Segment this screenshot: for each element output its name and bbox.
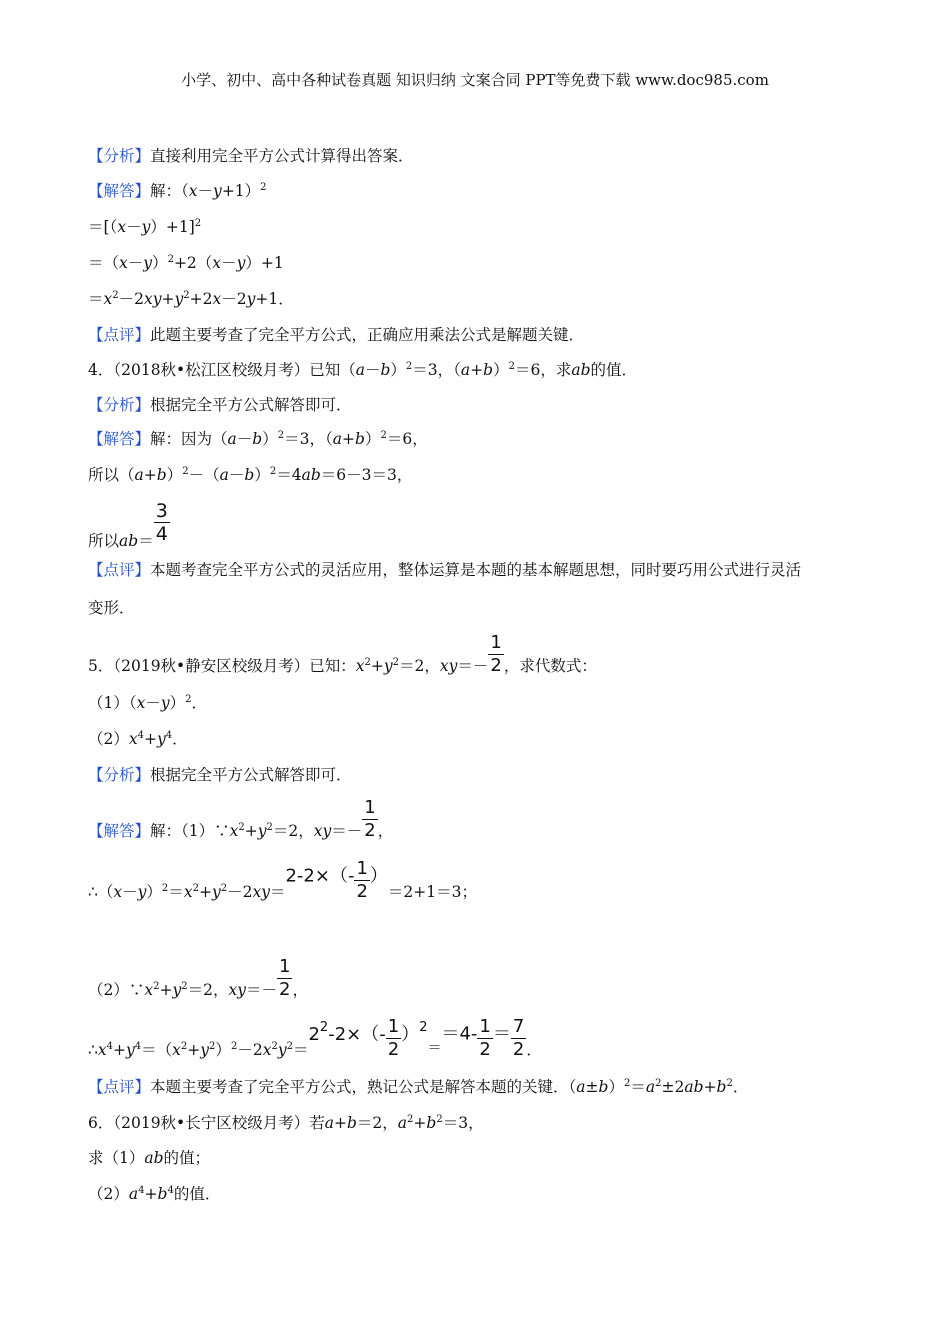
eq: ＝	[427, 1040, 442, 1057]
paren: ）	[152, 254, 168, 272]
var: x	[113, 882, 123, 901]
q5-p1a: （1）（	[88, 694, 137, 712]
exp: 2	[260, 182, 267, 193]
q5-stem-d: ，求代数式：	[503, 656, 597, 675]
var: a	[460, 361, 471, 379]
exp: 2	[112, 290, 119, 301]
exp: 4	[165, 730, 173, 741]
var: x	[188, 182, 198, 200]
four-minus: ＝4-	[441, 1023, 478, 1045]
var: x	[212, 290, 222, 308]
var: a	[397, 1114, 408, 1132]
exp: 4	[137, 730, 144, 741]
exp: 2	[508, 361, 515, 372]
q6-stem: 6．（2019秋•长宁区校级月考）若a+b＝2，$a^2+b^2=3$，	[88, 1114, 484, 1132]
q5-analysis: 根据完全平方公式解答即可．	[150, 766, 352, 784]
var: y	[174, 290, 184, 308]
q5-sol-text: 【解答】解：$(1)\because x^2+y^2=2$，xy＝－	[88, 821, 363, 840]
op: －	[197, 182, 214, 200]
q5-step1	[88, 858, 477, 903]
var: a	[128, 1185, 139, 1203]
q4-analysis: 根据完全平方公式解答即可．	[150, 396, 352, 414]
q5-solution-line	[88, 797, 393, 842]
var: y	[277, 1040, 287, 1059]
exp: 2	[271, 1040, 278, 1052]
fraction-1-2	[354, 858, 369, 903]
q4-solution-line	[88, 428, 428, 450]
fraction-3-4	[154, 500, 170, 545]
q4-sol-g: ＝6，	[386, 430, 428, 448]
q4-stem	[88, 359, 637, 381]
q5-l3b: ＝2，	[187, 980, 229, 999]
exp: 2	[181, 980, 188, 992]
var: x	[212, 254, 222, 272]
op: －2	[227, 882, 253, 901]
expr: 2-2×（-	[285, 865, 355, 887]
op: ±	[585, 1078, 599, 1096]
q6-p2a: （2）	[88, 1185, 129, 1203]
expr-mid: -2×（-	[328, 1023, 386, 1045]
q5-sol-d: ，	[377, 821, 394, 840]
paren: ）	[364, 430, 381, 448]
fraction-1-2	[362, 797, 377, 842]
q5-part2: $(2)x^4+y^4$．	[88, 730, 188, 748]
paren: ）	[390, 361, 406, 379]
q5-comment-line	[88, 1076, 748, 1098]
var: x	[103, 290, 113, 308]
tag-solution: 【解答】	[88, 182, 151, 200]
var: y	[213, 182, 222, 200]
q5-part2-given	[88, 956, 308, 1001]
q4-l2h: ＝6－3＝3，	[320, 466, 413, 484]
denominator: 2	[387, 1039, 400, 1060]
var: y	[160, 694, 170, 712]
var: y	[126, 1040, 135, 1059]
tag-comment: 【点评】	[88, 1078, 151, 1096]
var: x	[117, 218, 127, 236]
numerator: 1	[490, 632, 502, 653]
op: －	[221, 254, 237, 272]
var: x	[229, 821, 239, 840]
var: x	[144, 980, 154, 999]
var: b	[716, 1078, 727, 1096]
exp: 4	[134, 1040, 142, 1052]
var: b	[380, 361, 391, 379]
q3-solution-line: 【解答】解：$(x-y+1)^2$	[88, 182, 267, 200]
q6-stem-c: ＝3，	[442, 1114, 484, 1132]
op: －2	[118, 290, 145, 308]
denominator: 2	[279, 979, 291, 1000]
paren: ）	[254, 466, 270, 484]
q6-p2b: 的值．	[173, 1185, 221, 1203]
exp: 2	[192, 882, 199, 894]
op: +2	[189, 290, 213, 308]
op: －	[122, 882, 138, 901]
exp: 2	[266, 821, 273, 833]
q3-analysis-text: 直接利用完全平方公式计算得出答案．	[150, 147, 414, 165]
var: x	[97, 1040, 107, 1059]
fraction-1-2	[277, 956, 292, 1001]
eq: ＝	[630, 1078, 646, 1096]
q5-step2	[88, 1016, 542, 1061]
var: xy	[144, 290, 162, 308]
exp: 2	[161, 882, 169, 894]
q5-p1d: ．	[191, 694, 208, 712]
q3-s2: ＝（	[88, 254, 120, 272]
denominator: 2	[490, 655, 502, 676]
q3-s2f: ）+1	[245, 254, 284, 272]
op: +	[703, 1078, 717, 1096]
exp: 2	[220, 882, 228, 894]
q5-stem-c: ＝－	[457, 656, 489, 675]
q5-sol-c: ＝－	[331, 821, 363, 840]
q3-comment-line	[88, 324, 584, 346]
exp: 4	[138, 1185, 145, 1196]
q4-comment-line	[88, 559, 801, 581]
q3-step2	[88, 252, 284, 274]
numerator: 1	[387, 1016, 400, 1037]
q5-step1-text: $\therefore(x-y)^2=x^2+y^2-2xy=$	[88, 882, 286, 901]
exp: 2	[183, 290, 190, 301]
exp: 2	[319, 1019, 329, 1035]
op: －2	[221, 290, 247, 308]
q5-l3d: ，	[292, 980, 308, 999]
var: b	[252, 430, 263, 448]
exp: 2	[230, 1040, 238, 1052]
var: a	[219, 466, 229, 484]
page-header: 小学、初中、高中各种试卷真题 知识归纳 文案合同 PPT等免费下载 www.doc985.com	[181, 71, 769, 89]
numerator: 1	[364, 797, 376, 818]
paren: ）	[493, 361, 509, 379]
q4-l2g: ＝4	[276, 466, 302, 484]
op: －	[127, 254, 144, 272]
fraction-1-2	[477, 1016, 492, 1061]
var: a	[227, 430, 237, 448]
op: +	[143, 466, 157, 484]
denominator: 2	[356, 881, 368, 902]
denominator: 2	[479, 1039, 491, 1060]
op: －	[236, 430, 253, 448]
q4-comment-1: 本题考查完全平方公式的灵活应用，整体运算是本题的基本解题思想，同时要巧用公式进行灵活	[150, 561, 802, 579]
exp: 2	[194, 218, 202, 229]
exp: 2	[380, 430, 387, 441]
q6-stem-b: ＝2，	[356, 1114, 398, 1132]
exp: 2	[269, 466, 277, 477]
var: b	[346, 1114, 357, 1132]
exp: 2	[277, 430, 285, 441]
denominator: 2	[364, 820, 376, 841]
q3-step1	[88, 216, 201, 238]
q4-comment-line-2: 变形．	[88, 599, 135, 617]
numerator: 1	[279, 956, 291, 977]
q5-stem-a: 5．（2019秋•静安区校级月考）已知：	[88, 656, 356, 675]
q4-sol-a: 解：因为（	[150, 430, 228, 448]
q3-s1c: ）+1]	[150, 218, 195, 236]
var: b	[355, 430, 365, 448]
q4-stem-a: 4．（2018秋•松江区校级月考）已知（	[88, 361, 356, 379]
var: a	[332, 430, 342, 448]
numerator: 7	[512, 1016, 525, 1037]
eq: ＝	[88, 290, 104, 308]
fraction-1-2	[386, 1016, 401, 1061]
q5-l2a: ∴（	[88, 882, 114, 901]
var: y	[246, 290, 256, 308]
q5-p2a: （2）	[88, 730, 129, 748]
var: a	[355, 361, 365, 379]
var: ab	[684, 1078, 704, 1096]
q3-step3: $=x^2-2xy+y^2+2x-2y+1$．	[88, 290, 294, 308]
exp: 2	[209, 1040, 216, 1052]
paren: ）	[369, 865, 388, 887]
var: b	[156, 466, 167, 484]
q6-part2: $(2)a^4+b^4$的值．	[88, 1185, 221, 1203]
expr-close	[401, 1019, 428, 1045]
var: b	[157, 1185, 168, 1203]
var: y	[257, 821, 267, 840]
var: x	[128, 730, 138, 748]
var: ab	[571, 361, 591, 379]
op: －	[126, 218, 142, 236]
q5-stem	[88, 632, 597, 677]
var: y	[383, 656, 393, 675]
op: +	[470, 361, 484, 379]
exp: 2	[286, 1040, 293, 1052]
var: a	[324, 1114, 334, 1132]
tag-analysis: 【分析】	[88, 147, 151, 165]
var: y	[157, 730, 166, 748]
fraction-7-2	[511, 1016, 526, 1061]
paren: ）	[401, 1023, 420, 1045]
var: y	[143, 254, 153, 272]
q6-p1a: 求（1）	[88, 1149, 145, 1167]
tag-comment: 【点评】	[88, 561, 151, 579]
exp: 4	[167, 1185, 174, 1196]
period: ．	[732, 1078, 749, 1096]
exp: 4	[106, 1040, 113, 1052]
var: xy	[228, 980, 247, 999]
op: －2	[237, 1040, 263, 1059]
var: x	[183, 882, 193, 901]
eq: ＝	[168, 882, 184, 901]
q4-step2	[88, 464, 412, 486]
q4-analysis-line	[88, 394, 352, 416]
var: ab	[301, 466, 321, 484]
paren: ）	[166, 466, 183, 484]
exp: 2	[623, 1078, 631, 1089]
exp: 2	[436, 1114, 443, 1125]
var: x	[262, 1040, 272, 1059]
eq: ＝	[138, 531, 154, 550]
var: y	[137, 882, 147, 901]
var: a	[576, 1078, 586, 1096]
exp: 2	[182, 466, 189, 477]
paren: ）	[262, 430, 278, 448]
q5-l3-text: $(2)\because x^2+y^2=2$，xy＝－	[88, 980, 278, 999]
q6-stem-a: 6．（2019秋•长宁区校级月考）若	[88, 1114, 325, 1132]
var: xy	[439, 656, 458, 675]
q3-s1: ＝[（	[88, 218, 118, 236]
q5-sol-a: 解：（1）∵	[150, 821, 230, 840]
exp: 2	[180, 1040, 188, 1052]
var: a	[645, 1078, 656, 1096]
numerator: 1	[356, 858, 368, 879]
exp: 2	[238, 821, 245, 833]
exp: 2	[419, 1019, 428, 1035]
q5-l3a: （2）∵	[88, 980, 145, 999]
q4-l3a: 所以	[88, 531, 120, 550]
q5-stem-text: 5．（2019秋•静安区校级月考）已知：$x^2+y^2=2$，xy＝－	[88, 656, 489, 675]
fraction-1-2	[488, 632, 503, 677]
eq: ＝	[492, 1023, 511, 1045]
denominator: 2	[512, 1039, 525, 1060]
expr	[308, 1019, 386, 1045]
var: xy	[252, 882, 270, 901]
exp: 2	[153, 980, 160, 992]
var: b	[244, 466, 255, 484]
var: b	[483, 361, 494, 379]
q4-stem-h: 的值．	[590, 361, 638, 379]
q5-analysis-line	[88, 764, 352, 786]
var: y	[236, 254, 246, 272]
tag-analysis: 【分析】	[88, 396, 151, 414]
var: x	[172, 1040, 181, 1059]
tag-analysis: 【分析】	[88, 766, 151, 784]
var: xy	[313, 821, 332, 840]
q3-sol-text: 解：（	[150, 182, 189, 200]
exp: 2	[726, 1078, 733, 1089]
q4-l2a: 所以（	[88, 466, 135, 484]
q4-sol-d: ＝3，（	[284, 430, 333, 448]
var: y	[211, 882, 221, 901]
numerator: 1	[479, 1016, 491, 1037]
q5-l2g: ＝2+1＝3；	[387, 882, 477, 901]
base: 2	[308, 1023, 320, 1045]
var: x	[119, 254, 128, 272]
eq: ＝	[292, 1040, 309, 1059]
exp: 2	[364, 656, 371, 668]
var: x	[355, 656, 365, 675]
op: －	[228, 466, 245, 484]
var: b	[598, 1078, 609, 1096]
q5-stem-b: ＝2，	[398, 656, 440, 675]
q3-s2d: +2（	[173, 254, 213, 272]
q4-stem-d: ＝3，（	[412, 361, 461, 379]
var: y	[172, 980, 182, 999]
denominator: 4	[155, 523, 168, 545]
exp: 2	[185, 694, 192, 705]
var: ab	[144, 1149, 164, 1167]
q5-comment-a: 本题主要考查了完全平方公式，熟记公式是解答本题的关键．（	[150, 1078, 577, 1096]
var: b	[426, 1114, 437, 1132]
paren: ）	[146, 882, 162, 901]
op: －	[364, 361, 381, 379]
tag-solution: 【解答】	[88, 821, 151, 840]
tag-solution: 【解答】	[88, 430, 151, 448]
exp: 2	[655, 1078, 662, 1089]
exp: 2	[405, 361, 413, 372]
period: ．	[526, 1040, 542, 1059]
q3-comment: 此题主要考查了完全平方公式，正确应用乘法公式是解题关键．	[150, 326, 585, 344]
exp: 2	[407, 1114, 414, 1125]
q5-part1	[88, 692, 207, 714]
q5-p2b: ．	[172, 730, 188, 748]
var: y	[200, 1040, 210, 1059]
q6-part1	[88, 1147, 210, 1169]
q4-step3	[88, 500, 170, 551]
exp: 2	[167, 254, 174, 265]
var: a	[134, 466, 144, 484]
q5-l4a: ∴	[88, 1040, 98, 1059]
var: x	[136, 694, 146, 712]
q6-p1b: 的值；	[163, 1149, 211, 1167]
eq: ＝	[269, 882, 286, 901]
var: ab	[119, 531, 139, 550]
paren: ）	[608, 1078, 624, 1096]
q5-l4-text: $\therefore x^4+y^4=(x^2+y^2)^2-2x^2y^2=$	[88, 1040, 309, 1059]
q5-l4b: ＝（	[141, 1040, 173, 1059]
op: ±2	[661, 1078, 685, 1096]
q4-stem-g: ＝6，求	[515, 361, 572, 379]
q4-l2d: －（	[188, 466, 220, 484]
paren: ）	[215, 1040, 231, 1059]
exp: 2	[392, 656, 399, 668]
q3-s3e: +1．	[255, 290, 294, 308]
q3-analysis-line	[88, 145, 414, 167]
op: +	[342, 430, 355, 448]
var: y	[141, 218, 151, 236]
q5-sol-b: ＝2，	[272, 821, 314, 840]
paren: ）	[169, 694, 186, 712]
tag-comment: 【点评】	[88, 326, 151, 344]
numerator: 3	[155, 500, 168, 522]
q5-l3c: ＝－	[246, 980, 278, 999]
op: －	[145, 694, 161, 712]
